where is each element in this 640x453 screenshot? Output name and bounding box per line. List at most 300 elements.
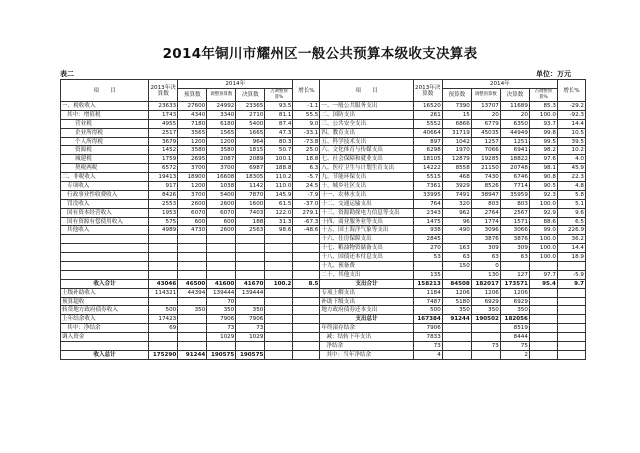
expense-item-name: 三、公共安全支出	[320, 119, 413, 128]
income-value-cell	[236, 342, 265, 351]
income-value-cell: 24.5	[293, 182, 320, 191]
expense-value-cell: 18105	[413, 155, 442, 164]
income-value-cell	[178, 244, 207, 253]
expense-value-cell: 14.4	[557, 119, 585, 128]
income-value-cell: 1200	[178, 182, 207, 191]
expense-item-name: 地方政府债券还本支出	[320, 306, 413, 315]
expense-item-name: 八、医疗卫生与计划生育支出	[320, 164, 413, 173]
income-item-name: 资源税	[61, 146, 149, 155]
expense-value-cell: 7491	[442, 190, 471, 199]
income-value-cell: -5.7	[293, 173, 320, 182]
income-value-cell	[236, 270, 265, 279]
income-value-cell: 175290	[149, 350, 178, 359]
expense-value-cell: 7714	[500, 182, 529, 191]
expense-value-cell: 1042	[442, 137, 471, 146]
income-value-cell: 145.9	[265, 190, 293, 199]
expense-value-cell: 97.7	[529, 270, 557, 279]
expense-item-name: 补助下级支出	[320, 297, 413, 306]
income-value-cell: 7180	[178, 119, 207, 128]
expense-value-cell: 182017	[471, 279, 500, 288]
income-value-cell: -37.0	[293, 199, 320, 208]
expense-value-cell: 84508	[442, 279, 471, 288]
expense-value-cell: 350	[442, 306, 471, 315]
expense-item-name: 净结余	[320, 342, 413, 351]
income-value-cell: 600	[207, 217, 236, 226]
income-value-cell	[207, 262, 236, 271]
expense-value-cell: 127	[500, 270, 529, 279]
expense-value-cell: 92.9	[529, 208, 557, 217]
income-value-cell	[265, 244, 293, 253]
expense-item-name: 二十、其他支出	[320, 270, 413, 279]
table-row	[61, 253, 586, 262]
income-value-cell: 16608	[207, 173, 236, 182]
expense-value-cell: 1206	[471, 288, 500, 297]
income-item-name: 上级补助收入	[61, 288, 149, 297]
expense-value-cell	[557, 333, 585, 342]
income-value-cell: 110.0	[265, 182, 293, 191]
income-value-cell	[149, 235, 178, 244]
expense-value-cell: 7487	[413, 297, 442, 306]
expense-value-cell: 98.1	[529, 164, 557, 173]
income-item-name: 营业税	[61, 119, 149, 128]
item-header: 项 目	[61, 80, 149, 102]
expense-item-name: 十九、预备费	[320, 262, 413, 271]
expense-item-name: 十四、商业服务业等支出	[320, 217, 413, 226]
expense-value-cell: 1571	[500, 217, 529, 226]
expense-value-cell: 1970	[442, 146, 471, 155]
final-2013-header: 2013年决算数	[149, 80, 178, 102]
expense-value-cell: 1206	[442, 288, 471, 297]
income-value-cell	[178, 297, 207, 306]
income-value-cell: 1815	[236, 146, 265, 155]
income-value-cell	[293, 315, 320, 324]
income-value-cell	[178, 324, 207, 333]
expense-item-name: 十七、粮油物资储备支出	[320, 244, 413, 253]
expense-value-cell: 18822	[500, 155, 529, 164]
expense-value-cell: 92.3	[529, 190, 557, 199]
expense-item-name: 十五、国土海洋气象等支出	[320, 226, 413, 235]
table-row	[61, 164, 586, 173]
expense-value-cell: 2845	[413, 235, 442, 244]
income-value-cell: 91244	[178, 350, 207, 359]
income-value-cell	[265, 288, 293, 297]
expense-value-cell: 167384	[413, 315, 442, 324]
income-value-cell: 4989	[149, 226, 178, 235]
expense-value-cell: 8558	[442, 164, 471, 173]
expense-value-cell: 3929	[442, 182, 471, 191]
income-value-cell: 6180	[207, 119, 236, 128]
expense-value-cell	[557, 342, 585, 351]
income-item-name: 预算超收	[61, 297, 149, 306]
income-value-cell: 122.0	[265, 208, 293, 217]
table-row	[61, 128, 586, 137]
income-value-cell	[178, 253, 207, 262]
income-item-name	[61, 253, 149, 262]
expense-value-cell: 33995	[413, 190, 442, 199]
expense-value-cell: 226.9	[557, 226, 585, 235]
income-value-cell	[178, 342, 207, 351]
expense-value-cell: 270	[413, 244, 442, 253]
income-value-cell: 188	[236, 217, 265, 226]
income-value-cell: 100.1	[265, 155, 293, 164]
income-value-cell: 2087	[207, 155, 236, 164]
income-value-cell	[265, 253, 293, 262]
expense-value-cell: 20	[471, 110, 500, 119]
expense-value-cell: 44949	[500, 128, 529, 137]
income-value-cell: 4730	[178, 226, 207, 235]
expense-value-cell: 135	[413, 270, 442, 279]
income-value-cell: 24992	[207, 102, 236, 111]
income-value-cell: 6070	[178, 208, 207, 217]
income-value-cell	[178, 235, 207, 244]
income-value-cell: 350	[178, 306, 207, 315]
table-row	[61, 182, 586, 191]
expense-value-cell: 95.4	[529, 279, 557, 288]
expense-item-name: 十八、国债还本付息支出	[320, 253, 413, 262]
expense-value-cell	[471, 333, 500, 342]
page-title: 2014年铜川市耀州区一般公共预算本级收支决算表	[162, 46, 478, 62]
expense-value-cell: 7361	[413, 182, 442, 191]
expense-value-cell: 309	[471, 244, 500, 253]
expense-item-name: 九、节能环保支出	[320, 173, 413, 182]
expense-value-cell: 962	[442, 208, 471, 217]
item-header-right: 项 目	[320, 80, 413, 102]
income-value-cell: 575	[149, 217, 178, 226]
income-value-cell: 17423	[149, 315, 178, 324]
income-value-cell: 41670	[236, 279, 265, 288]
income-value-cell: 27600	[178, 102, 207, 111]
income-value-cell	[236, 235, 265, 244]
expense-value-cell: 3096	[471, 226, 500, 235]
final-header-right: 决算数	[500, 89, 529, 102]
expense-value-cell: 10.2	[557, 146, 585, 155]
income-value-cell: 93.5	[265, 102, 293, 111]
income-value-cell	[265, 297, 293, 306]
income-item-name: 收入总计	[61, 350, 149, 359]
expense-value-cell: 73	[413, 342, 442, 351]
income-value-cell: 98.6	[265, 226, 293, 235]
expense-value-cell: 99.0	[529, 226, 557, 235]
pct-adjusted-header-right: 占调整预算%	[529, 89, 557, 102]
income-value-cell: 5400	[207, 190, 236, 199]
expense-value-cell	[557, 350, 585, 359]
table-row	[61, 226, 586, 235]
expense-value-cell: 36.2	[557, 235, 585, 244]
income-value-cell	[265, 235, 293, 244]
income-value-cell	[265, 315, 293, 324]
expense-item-name: 十一、农林水支出	[320, 190, 413, 199]
income-value-cell	[149, 333, 178, 342]
income-value-cell	[178, 333, 207, 342]
expense-value-cell	[442, 333, 471, 342]
income-value-cell: 600	[178, 217, 207, 226]
income-item-name: 专项收入	[61, 182, 149, 191]
expense-value-cell	[500, 262, 529, 271]
expense-value-cell: 15	[442, 110, 471, 119]
expense-value-cell	[529, 306, 557, 315]
income-value-cell	[207, 270, 236, 279]
income-value-cell: 7870	[236, 190, 265, 199]
expense-value-cell: 91244	[442, 315, 471, 324]
table-row	[61, 306, 586, 315]
expense-item-name: 七、社会保障和就业支出	[320, 155, 413, 164]
expense-item-name: 二、国防支出	[320, 110, 413, 119]
income-value-cell: 7403	[236, 208, 265, 217]
income-value-cell	[293, 288, 320, 297]
expense-value-cell: 8526	[471, 182, 500, 191]
income-value-cell: 1029	[207, 333, 236, 342]
income-item-name: 行政事业性收费收入	[61, 190, 149, 199]
expense-value-cell: 90.8	[529, 173, 557, 182]
income-value-cell	[293, 306, 320, 315]
income-value-cell	[265, 270, 293, 279]
income-value-cell: 917	[149, 182, 178, 191]
expense-value-cell	[529, 288, 557, 297]
expense-value-cell: 130	[471, 270, 500, 279]
expense-value-cell: 18.9	[557, 253, 585, 262]
income-value-cell: 2695	[178, 155, 207, 164]
income-value-cell	[265, 306, 293, 315]
expense-value-cell	[471, 324, 500, 333]
expense-item-name: 年终滚存结余	[320, 324, 413, 333]
income-value-cell: 8426	[149, 190, 178, 199]
expense-value-cell: 97.6	[529, 155, 557, 164]
expense-value-cell: 490	[442, 226, 471, 235]
income-value-cell: 3679	[149, 137, 178, 146]
expense-value-cell: 19285	[471, 155, 500, 164]
adjusted-header: 调整预算数	[207, 89, 236, 102]
income-value-cell: 139444	[207, 288, 236, 297]
income-value-cell: 9.0	[293, 119, 320, 128]
income-item-name: 国有资源有偿使用收入	[61, 217, 149, 226]
expense-value-cell: 764	[413, 199, 442, 208]
income-item-name: 其中：增值税	[61, 110, 149, 119]
expense-value-cell	[529, 262, 557, 271]
expense-value-cell: 88.6	[529, 217, 557, 226]
income-value-cell: 3565	[178, 128, 207, 137]
expense-value-cell: 45.9	[557, 164, 585, 173]
expense-value-cell: 261	[413, 110, 442, 119]
income-value-cell: 1953	[149, 208, 178, 217]
expense-value-cell: 468	[442, 173, 471, 182]
expense-value-cell: 90.5	[529, 182, 557, 191]
income-item-name: 转贷地方政府债券收入	[61, 306, 149, 315]
income-value-cell	[265, 342, 293, 351]
expense-value-cell: 2764	[471, 208, 500, 217]
income-value-cell	[293, 342, 320, 351]
income-value-cell: 61.5	[265, 199, 293, 208]
expense-value-cell	[442, 350, 471, 359]
expense-value-cell: 35959	[500, 190, 529, 199]
expense-value-cell	[557, 306, 585, 315]
expense-value-cell: 1251	[500, 137, 529, 146]
expense-value-cell: 13707	[471, 102, 500, 111]
expense-value-cell: 3876	[471, 235, 500, 244]
income-value-cell: 18.8	[293, 155, 320, 164]
table-row	[61, 146, 586, 155]
income-value-cell	[236, 297, 265, 306]
table-row	[61, 279, 586, 288]
income-value-cell	[178, 262, 207, 271]
expense-value-cell: 5.8	[557, 190, 585, 199]
expense-item-name: 十、城乡社区支出	[320, 182, 413, 191]
income-value-cell: 1759	[149, 155, 178, 164]
income-value-cell: 1200	[178, 137, 207, 146]
expense-value-cell: 6746	[500, 173, 529, 182]
income-value-cell: 190575	[236, 350, 265, 359]
income-value-cell: 73	[207, 324, 236, 333]
table-row	[61, 315, 586, 324]
income-value-cell: 1452	[149, 146, 178, 155]
budget-table	[60, 79, 586, 360]
income-value-cell: 43046	[149, 279, 178, 288]
expense-item-name: 专项上解支出	[320, 288, 413, 297]
expense-item-name: 六、文化体育与传媒支出	[320, 146, 413, 155]
income-value-cell: 19413	[149, 173, 178, 182]
expense-value-cell: 98.2	[529, 146, 557, 155]
income-value-cell: -48.6	[293, 226, 320, 235]
income-value-cell	[293, 262, 320, 271]
expense-value-cell: 6929	[500, 297, 529, 306]
table-row	[61, 270, 586, 279]
expense-value-cell: 8519	[500, 324, 529, 333]
budget-header: 预算数	[178, 89, 207, 102]
expense-value-cell: 6298	[413, 146, 442, 155]
expense-value-cell: 11689	[500, 102, 529, 111]
income-value-cell: -7.9	[293, 190, 320, 199]
expense-value-cell	[557, 297, 585, 306]
expense-value-cell: 6866	[442, 119, 471, 128]
expense-value-cell: 31719	[442, 128, 471, 137]
expense-value-cell	[442, 342, 471, 351]
expense-value-cell: 938	[413, 226, 442, 235]
income-value-cell: 190575	[207, 350, 236, 359]
expense-value-cell: 2	[500, 350, 529, 359]
income-value-cell: 1743	[149, 110, 178, 119]
expense-value-cell: 7906	[413, 324, 442, 333]
expense-value-cell: 100.0	[529, 110, 557, 119]
table-row	[61, 333, 586, 342]
income-value-cell: -1.1	[293, 102, 320, 111]
expense-value-cell: 4.0	[557, 155, 585, 164]
expense-value-cell	[442, 270, 471, 279]
income-value-cell: 31.3	[265, 217, 293, 226]
expense-value-cell: 158213	[413, 279, 442, 288]
income-value-cell: 23365	[236, 102, 265, 111]
expense-value-cell: 45035	[471, 128, 500, 137]
income-value-cell: 47.3	[265, 128, 293, 137]
expense-value-cell: 39.5	[557, 137, 585, 146]
expense-value-cell	[529, 342, 557, 351]
income-value-cell: 8.5	[293, 279, 320, 288]
expense-value-cell: 100.0	[529, 199, 557, 208]
expense-value-cell: 7066	[471, 146, 500, 155]
expense-value-cell: 12879	[442, 155, 471, 164]
expense-value-cell	[557, 315, 585, 324]
income-value-cell: 7906	[207, 315, 236, 324]
expense-value-cell: 7390	[442, 102, 471, 111]
income-value-cell	[207, 244, 236, 253]
table-row	[61, 208, 586, 217]
income-value-cell: 69	[149, 324, 178, 333]
income-item-name: 调入资金	[61, 333, 149, 342]
expense-value-cell: 7430	[471, 173, 500, 182]
table-row	[61, 173, 586, 182]
income-value-cell: -73.8	[293, 137, 320, 146]
income-value-cell	[149, 342, 178, 351]
expense-value-cell: 9.6	[557, 208, 585, 217]
income-value-cell	[293, 235, 320, 244]
expense-value-cell	[557, 288, 585, 297]
income-value-cell	[265, 350, 293, 359]
expense-value-cell	[442, 324, 471, 333]
expense-value-cell: 6779	[471, 119, 500, 128]
expense-value-cell: 14.4	[557, 244, 585, 253]
income-value-cell: 80.3	[265, 137, 293, 146]
income-value-cell: 114321	[149, 288, 178, 297]
year-2014-header-right: 2014年	[442, 80, 557, 89]
growth-header-right: 增长%	[557, 80, 585, 102]
income-value-cell: 6987	[236, 164, 265, 173]
income-value-cell: 1600	[236, 199, 265, 208]
expense-value-cell: 38947	[471, 190, 500, 199]
expense-value-cell: 93.7	[529, 119, 557, 128]
expense-value-cell: 6941	[500, 146, 529, 155]
expense-item-name: 十六、住房保障支出	[320, 235, 413, 244]
income-value-cell	[149, 297, 178, 306]
income-item-name	[61, 342, 149, 351]
expense-item-name: 支出合计	[320, 279, 413, 288]
income-item-name	[61, 244, 149, 253]
table-row	[61, 324, 586, 333]
expense-value-cell: 99.5	[529, 137, 557, 146]
income-value-cell: 6572	[149, 164, 178, 173]
income-value-cell	[149, 244, 178, 253]
income-value-cell: 3580	[207, 146, 236, 155]
expense-value-cell: 173571	[500, 279, 529, 288]
income-value-cell: 279.1	[293, 208, 320, 217]
expense-value-cell: 182056	[500, 315, 529, 324]
expense-value-cell: 8444	[500, 333, 529, 342]
income-value-cell: 5400	[236, 119, 265, 128]
income-value-cell: 1142	[236, 182, 265, 191]
expense-value-cell: 4.8	[557, 182, 585, 191]
expense-value-cell: 20	[500, 110, 529, 119]
income-value-cell: 6070	[207, 208, 236, 217]
income-value-cell: 500	[149, 306, 178, 315]
income-value-cell	[178, 270, 207, 279]
income-item-name: 罚没收入	[61, 199, 149, 208]
expense-value-cell: 5180	[442, 297, 471, 306]
income-value-cell: 3700	[178, 190, 207, 199]
expense-item-name: 十二、交通运输支出	[320, 199, 413, 208]
income-value-cell: 3580	[178, 146, 207, 155]
expense-value-cell: 3066	[500, 226, 529, 235]
expense-value-cell: 1475	[413, 217, 442, 226]
expense-value-cell: 1774	[471, 217, 500, 226]
income-item-name: 其他收入	[61, 226, 149, 235]
income-value-cell: 23633	[149, 102, 178, 111]
income-value-cell: 2553	[149, 199, 178, 208]
income-value-cell	[265, 333, 293, 342]
income-value-cell: 18900	[178, 173, 207, 182]
income-value-cell: 4340	[178, 110, 207, 119]
final-header: 决算数	[236, 89, 265, 102]
income-item-name: 收入合计	[61, 279, 149, 288]
table-row	[61, 217, 586, 226]
table-row	[61, 199, 586, 208]
income-value-cell: 2563	[236, 226, 265, 235]
